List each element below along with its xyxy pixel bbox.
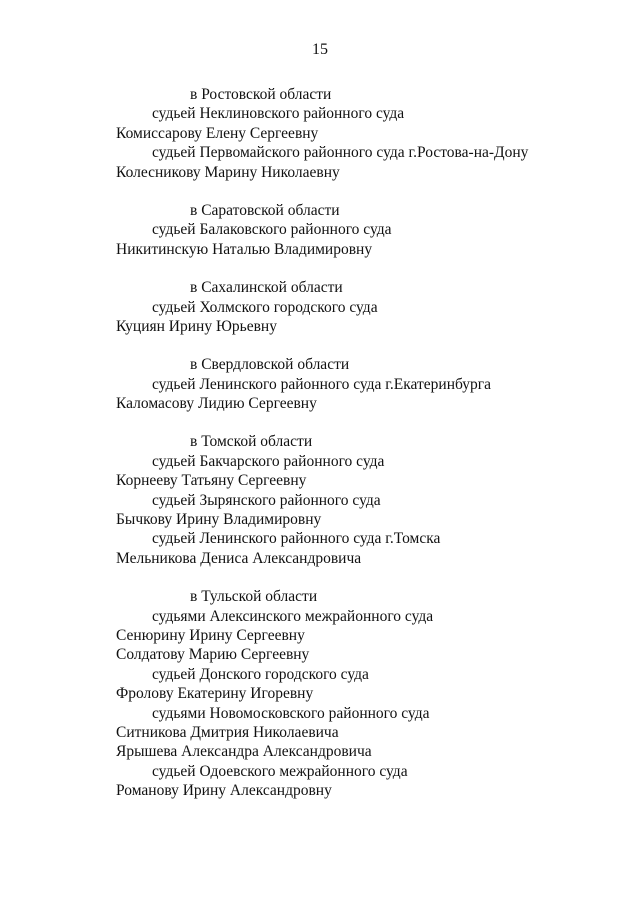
court-position: судьей Балаковского районного суда bbox=[152, 221, 392, 239]
person-name: Корнееву Татьяну Сергеевну bbox=[116, 472, 307, 490]
page-number: 15 bbox=[312, 41, 328, 58]
section-spacer bbox=[0, 413, 640, 432]
court-position: судьей Первомайского районного суда г.Ростова-на-Дону bbox=[152, 144, 529, 162]
person-name: Колесникову Марину Николаевну bbox=[116, 163, 340, 181]
section-spacer bbox=[0, 568, 640, 587]
person-name: Куциян Ирину Юрьевну bbox=[116, 317, 277, 335]
section-spacer bbox=[0, 259, 640, 278]
region-heading: в Саратовской области bbox=[190, 201, 340, 219]
court-position: судьей Одоевского межрайонного суда bbox=[152, 762, 408, 780]
person-name: Ярышева Александра Александровича bbox=[116, 743, 372, 761]
region-heading: в Свердловской области bbox=[190, 356, 350, 374]
person-name: Никитинскую Наталью Владимировну bbox=[116, 240, 373, 258]
person-name: Бычкову Ирину Владимировну bbox=[116, 511, 322, 529]
court-position: судьей Ленинского районного суда г.Екатеринбурга bbox=[152, 375, 492, 393]
person-name: Комиссарову Елену Сергеевну bbox=[116, 124, 319, 142]
person-name: Романову Ирину Александровну bbox=[116, 782, 332, 800]
person-name: Солдатову Марию Сергеевну bbox=[116, 646, 310, 664]
court-position: судьей Ленинского районного суда г.Томска bbox=[152, 530, 441, 548]
region-heading: в Тульской области bbox=[190, 588, 318, 606]
court-position: судьями Новомосковского районного суда bbox=[152, 704, 430, 722]
region-heading: в Ростовской области bbox=[190, 86, 332, 103]
section-spacer bbox=[0, 336, 640, 355]
person-name: Мельникова Дениса Александровича bbox=[116, 549, 362, 567]
person-name: Каломасову Лидию Сергеевну bbox=[116, 395, 317, 413]
court-position: судьей Зырянского районного суда bbox=[152, 491, 381, 509]
person-name: Фролову Екатерину Игоревну bbox=[116, 685, 314, 703]
court-position: судьей Неклиновского районного суда bbox=[152, 105, 405, 123]
court-position: судьей Бакчарского районного суда bbox=[152, 452, 385, 470]
region-heading: в Сахалинской области bbox=[190, 279, 343, 297]
region-heading: в Томской области bbox=[190, 433, 313, 451]
court-position: судьей Холмского городского суда bbox=[152, 298, 378, 316]
person-name: Ситникова Дмитрия Николаевича bbox=[116, 723, 339, 741]
court-position: судьями Алексинского межрайонного суда bbox=[152, 607, 434, 625]
person-name: Сенюрину Ирину Сергеевну bbox=[116, 626, 305, 644]
court-position: судьей Донского городского суда bbox=[152, 665, 369, 683]
section-spacer bbox=[0, 182, 640, 201]
document-body bbox=[0, 85, 640, 801]
